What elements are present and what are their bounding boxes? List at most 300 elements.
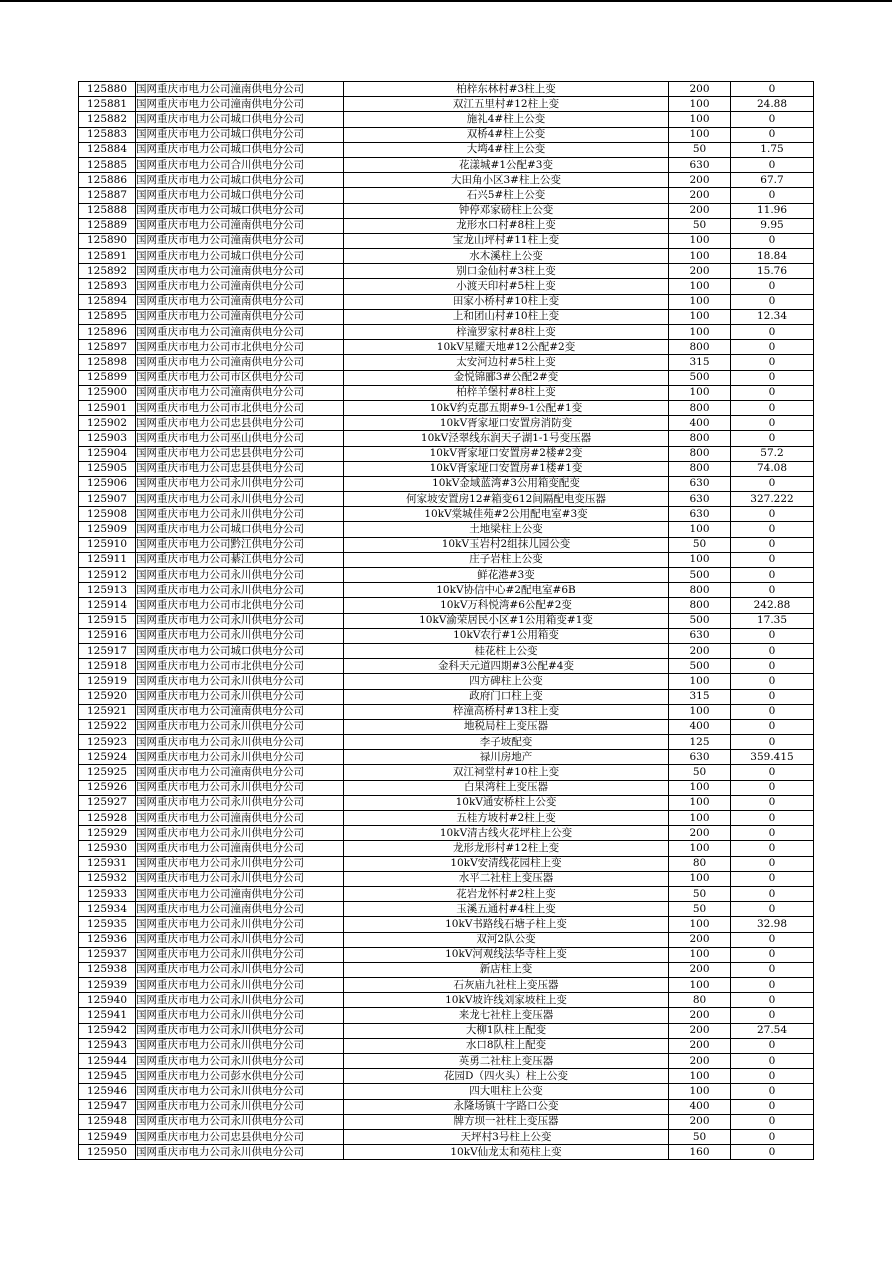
row-company-cell: 国网重庆市电力公司永川供电分公司 bbox=[136, 871, 344, 886]
table-row bbox=[79, 1054, 814, 1069]
row-capacity-cell: 100 bbox=[669, 112, 731, 127]
row-id-cell: 125936 bbox=[79, 932, 136, 947]
row-capacity-cell: 800 bbox=[669, 400, 731, 415]
row-value-cell: 0 bbox=[731, 841, 814, 856]
row-company-cell: 国网重庆市电力公司潼南供电分公司 bbox=[136, 841, 344, 856]
row-id-cell: 125900 bbox=[79, 385, 136, 400]
row-company-cell: 国网重庆市电力公司巫山供电分公司 bbox=[136, 431, 344, 446]
row-transformer-name-cell: 10kV河观线法华寺柱上变 bbox=[344, 947, 669, 962]
table-row bbox=[79, 598, 814, 613]
row-transformer-name-cell: 双江祠堂村#10柱上变 bbox=[344, 765, 669, 780]
table-row bbox=[79, 400, 814, 415]
row-value-cell: 0 bbox=[731, 507, 814, 522]
row-company-cell: 国网重庆市电力公司潼南供电分公司 bbox=[136, 886, 344, 901]
row-company-cell: 国网重庆市电力公司城口供电分公司 bbox=[136, 643, 344, 658]
row-id-cell: 125923 bbox=[79, 735, 136, 750]
table-body bbox=[79, 82, 814, 1160]
row-capacity-cell: 100 bbox=[669, 233, 731, 248]
row-transformer-name-cell: 水口8队柱上配变 bbox=[344, 1038, 669, 1053]
row-id-cell: 125903 bbox=[79, 431, 136, 446]
row-value-cell: 0 bbox=[731, 568, 814, 583]
table-row bbox=[79, 886, 814, 901]
row-transformer-name-cell: 牌方坝一社柱上变压器 bbox=[344, 1114, 669, 1129]
table-row bbox=[79, 127, 814, 142]
row-company-cell: 国网重庆市电力公司潼南供电分公司 bbox=[136, 233, 344, 248]
row-id-cell: 125899 bbox=[79, 370, 136, 385]
row-value-cell: 0 bbox=[731, 826, 814, 841]
table-row bbox=[79, 1008, 814, 1023]
table-row bbox=[79, 871, 814, 886]
table-row bbox=[79, 917, 814, 932]
table-row bbox=[79, 370, 814, 385]
row-capacity-cell: 50 bbox=[669, 1129, 731, 1144]
row-id-cell: 125919 bbox=[79, 674, 136, 689]
row-company-cell: 国网重庆市电力公司潼南供电分公司 bbox=[136, 294, 344, 309]
row-company-cell: 国网重庆市电力公司永川供电分公司 bbox=[136, 1023, 344, 1038]
row-company-cell: 国网重庆市电力公司市区供电分公司 bbox=[136, 370, 344, 385]
row-company-cell: 国网重庆市电力公司黔江供电分公司 bbox=[136, 537, 344, 552]
row-transformer-name-cell: 何家坡安置房12#箱变612间隔配电变压器 bbox=[344, 492, 669, 507]
table-row bbox=[79, 811, 814, 826]
row-id-cell: 125948 bbox=[79, 1114, 136, 1129]
row-capacity-cell: 100 bbox=[669, 279, 731, 294]
row-company-cell: 国网重庆市电力公司永川供电分公司 bbox=[136, 947, 344, 962]
row-value-cell: 0 bbox=[731, 765, 814, 780]
row-id-cell: 125897 bbox=[79, 340, 136, 355]
row-capacity-cell: 100 bbox=[669, 871, 731, 886]
row-company-cell: 国网重庆市电力公司潼南供电分公司 bbox=[136, 97, 344, 112]
row-capacity-cell: 800 bbox=[669, 431, 731, 446]
row-id-cell: 125896 bbox=[79, 325, 136, 340]
row-value-cell: 0 bbox=[731, 689, 814, 704]
row-transformer-name-cell: 10kV星耀天地#12公配#2变 bbox=[344, 340, 669, 355]
row-transformer-name-cell: 金悦锦郦3#公配2#变 bbox=[344, 370, 669, 385]
row-transformer-name-cell: 田家小桥村#10柱上变 bbox=[344, 294, 669, 309]
row-company-cell: 国网重庆市电力公司忠县供电分公司 bbox=[136, 1129, 344, 1144]
row-transformer-name-cell: 10kV安清线花园柱上变 bbox=[344, 856, 669, 871]
table-row bbox=[79, 97, 814, 112]
table-row bbox=[79, 173, 814, 188]
row-id-cell: 125944 bbox=[79, 1054, 136, 1069]
table-row bbox=[79, 188, 814, 203]
row-transformer-name-cell: 庄子岩柱上公变 bbox=[344, 552, 669, 567]
row-transformer-name-cell: 天坪村3号柱上公变 bbox=[344, 1129, 669, 1144]
row-capacity-cell: 100 bbox=[669, 309, 731, 324]
row-capacity-cell: 80 bbox=[669, 993, 731, 1008]
row-capacity-cell: 100 bbox=[669, 780, 731, 795]
row-company-cell: 国网重庆市电力公司城口供电分公司 bbox=[136, 142, 344, 157]
row-capacity-cell: 100 bbox=[669, 97, 731, 112]
row-company-cell: 国网重庆市电力公司潼南供电分公司 bbox=[136, 279, 344, 294]
row-value-cell: 0 bbox=[731, 735, 814, 750]
row-id-cell: 125920 bbox=[79, 689, 136, 704]
row-value-cell: 0 bbox=[731, 431, 814, 446]
row-value-cell: 15.76 bbox=[731, 264, 814, 279]
row-capacity-cell: 200 bbox=[669, 1054, 731, 1069]
row-capacity-cell: 200 bbox=[669, 173, 731, 188]
row-id-cell: 125929 bbox=[79, 826, 136, 841]
row-value-cell: 0 bbox=[731, 1145, 814, 1160]
row-value-cell: 0 bbox=[731, 583, 814, 598]
table-row bbox=[79, 704, 814, 719]
row-company-cell: 国网重庆市电力公司永川供电分公司 bbox=[136, 750, 344, 765]
row-id-cell: 125915 bbox=[79, 613, 136, 628]
table-row bbox=[79, 522, 814, 537]
row-transformer-name-cell: 石兴5#柱上公变 bbox=[344, 188, 669, 203]
row-value-cell: 0 bbox=[731, 628, 814, 643]
row-value-cell: 0 bbox=[731, 340, 814, 355]
row-transformer-name-cell: 来龙七社柱上变压器 bbox=[344, 1008, 669, 1023]
row-value-cell: 0 bbox=[731, 1129, 814, 1144]
table-row bbox=[79, 841, 814, 856]
row-value-cell: 1.75 bbox=[731, 142, 814, 157]
table-row bbox=[79, 82, 814, 97]
row-id-cell: 125937 bbox=[79, 947, 136, 962]
table-row bbox=[79, 947, 814, 962]
row-company-cell: 国网重庆市电力公司永川供电分公司 bbox=[136, 1008, 344, 1023]
row-value-cell: 0 bbox=[731, 1114, 814, 1129]
row-transformer-name-cell: 钟停邓家磅柱上公变 bbox=[344, 203, 669, 218]
row-transformer-name-cell: 10kV协信中心#2配电室#6B bbox=[344, 583, 669, 598]
row-id-cell: 125934 bbox=[79, 902, 136, 917]
row-capacity-cell: 100 bbox=[669, 795, 731, 810]
row-transformer-name-cell: 10kV万科悦湾#6公配#2变 bbox=[344, 598, 669, 613]
row-capacity-cell: 630 bbox=[669, 507, 731, 522]
row-company-cell: 国网重庆市电力公司合川供电分公司 bbox=[136, 157, 344, 172]
row-id-cell: 125901 bbox=[79, 400, 136, 415]
row-id-cell: 125926 bbox=[79, 780, 136, 795]
row-company-cell: 国网重庆市电力公司永川供电分公司 bbox=[136, 1099, 344, 1114]
row-transformer-name-cell: 花岩龙怀村#2柱上变 bbox=[344, 886, 669, 901]
row-id-cell: 125931 bbox=[79, 856, 136, 871]
row-capacity-cell: 200 bbox=[669, 962, 731, 977]
row-capacity-cell: 100 bbox=[669, 811, 731, 826]
row-id-cell: 125940 bbox=[79, 993, 136, 1008]
row-transformer-name-cell: 四大咀柱上公变 bbox=[344, 1084, 669, 1099]
row-value-cell: 0 bbox=[731, 1008, 814, 1023]
table-row bbox=[79, 826, 814, 841]
row-id-cell: 125913 bbox=[79, 583, 136, 598]
row-id-cell: 125941 bbox=[79, 1008, 136, 1023]
row-company-cell: 国网重庆市电力公司永川供电分公司 bbox=[136, 1145, 344, 1160]
row-transformer-name-cell: 桂花柱上公变 bbox=[344, 643, 669, 658]
row-company-cell: 国网重庆市电力公司城口供电分公司 bbox=[136, 112, 344, 127]
row-id-cell: 125949 bbox=[79, 1129, 136, 1144]
table-row bbox=[79, 112, 814, 127]
table-row bbox=[79, 507, 814, 522]
row-value-cell: 0 bbox=[731, 476, 814, 491]
row-company-cell: 国网重庆市电力公司綦江供电分公司 bbox=[136, 552, 344, 567]
row-capacity-cell: 100 bbox=[669, 552, 731, 567]
row-value-cell: 0 bbox=[731, 962, 814, 977]
row-id-cell: 125947 bbox=[79, 1099, 136, 1114]
row-company-cell: 国网重庆市电力公司市北供电分公司 bbox=[136, 340, 344, 355]
table-row bbox=[79, 628, 814, 643]
row-capacity-cell: 500 bbox=[669, 370, 731, 385]
table-row bbox=[79, 795, 814, 810]
row-value-cell: 0 bbox=[731, 1069, 814, 1084]
row-transformer-name-cell: 政府门口柱上变 bbox=[344, 689, 669, 704]
row-value-cell: 17.35 bbox=[731, 613, 814, 628]
row-transformer-name-cell: 龙形水口村#8柱上变 bbox=[344, 218, 669, 233]
row-capacity-cell: 800 bbox=[669, 461, 731, 476]
row-company-cell: 国网重庆市电力公司潼南供电分公司 bbox=[136, 325, 344, 340]
row-company-cell: 国网重庆市电力公司潼南供电分公司 bbox=[136, 309, 344, 324]
table-row bbox=[79, 765, 814, 780]
row-id-cell: 125928 bbox=[79, 811, 136, 826]
row-value-cell: 0 bbox=[731, 1084, 814, 1099]
row-capacity-cell: 400 bbox=[669, 416, 731, 431]
row-company-cell: 国网重庆市电力公司永川供电分公司 bbox=[136, 978, 344, 993]
row-transformer-name-cell: 10kV金域蓝湾#3公用箱变配变 bbox=[344, 476, 669, 491]
row-capacity-cell: 200 bbox=[669, 203, 731, 218]
row-value-cell: 0 bbox=[731, 947, 814, 962]
row-company-cell: 国网重庆市电力公司城口供电分公司 bbox=[136, 249, 344, 264]
row-id-cell: 125880 bbox=[79, 82, 136, 97]
table-row bbox=[79, 568, 814, 583]
table-row bbox=[79, 461, 814, 476]
row-value-cell: 0 bbox=[731, 795, 814, 810]
row-capacity-cell: 800 bbox=[669, 340, 731, 355]
row-value-cell: 0 bbox=[731, 385, 814, 400]
row-value-cell: 0 bbox=[731, 886, 814, 901]
row-transformer-name-cell: 花园D（四火头）柱上公变 bbox=[344, 1069, 669, 1084]
table-row bbox=[79, 932, 814, 947]
row-id-cell: 125885 bbox=[79, 157, 136, 172]
row-capacity-cell: 100 bbox=[669, 917, 731, 932]
row-transformer-name-cell: 梓潼罗家村#8柱上变 bbox=[344, 325, 669, 340]
row-value-cell: 0 bbox=[731, 127, 814, 142]
row-capacity-cell: 800 bbox=[669, 598, 731, 613]
row-id-cell: 125898 bbox=[79, 355, 136, 370]
table-row bbox=[79, 1069, 814, 1084]
row-transformer-name-cell: 双桥4#柱上公变 bbox=[344, 127, 669, 142]
table-row bbox=[79, 613, 814, 628]
row-id-cell: 125950 bbox=[79, 1145, 136, 1160]
table-row bbox=[79, 583, 814, 598]
row-transformer-name-cell: 10kV约克郡五期#9-1公配#1变 bbox=[344, 400, 669, 415]
row-company-cell: 国网重庆市电力公司永川供电分公司 bbox=[136, 507, 344, 522]
row-capacity-cell: 200 bbox=[669, 932, 731, 947]
row-value-cell: 0 bbox=[731, 157, 814, 172]
row-id-cell: 125918 bbox=[79, 659, 136, 674]
row-transformer-name-cell: 永隆场镇十字路口公变 bbox=[344, 1099, 669, 1114]
table-row bbox=[79, 203, 814, 218]
row-company-cell: 国网重庆市电力公司潼南供电分公司 bbox=[136, 264, 344, 279]
row-transformer-name-cell: 玉溪五通村#4柱上变 bbox=[344, 902, 669, 917]
row-value-cell: 0 bbox=[731, 1099, 814, 1114]
row-value-cell: 0 bbox=[731, 400, 814, 415]
row-company-cell: 国网重庆市电力公司永川供电分公司 bbox=[136, 795, 344, 810]
table-row bbox=[79, 674, 814, 689]
row-capacity-cell: 200 bbox=[669, 1023, 731, 1038]
row-capacity-cell: 100 bbox=[669, 127, 731, 142]
row-id-cell: 125932 bbox=[79, 871, 136, 886]
row-company-cell: 国网重庆市电力公司城口供电分公司 bbox=[136, 203, 344, 218]
row-id-cell: 125884 bbox=[79, 142, 136, 157]
row-transformer-name-cell: 双河2队公变 bbox=[344, 932, 669, 947]
row-company-cell: 国网重庆市电力公司永川供电分公司 bbox=[136, 932, 344, 947]
row-company-cell: 国网重庆市电力公司永川供电分公司 bbox=[136, 568, 344, 583]
row-value-cell: 0 bbox=[731, 704, 814, 719]
table-row bbox=[79, 476, 814, 491]
row-transformer-name-cell: 水平二社柱上变压器 bbox=[344, 871, 669, 886]
row-id-cell: 125908 bbox=[79, 507, 136, 522]
table-row bbox=[79, 856, 814, 871]
table-row bbox=[79, 659, 814, 674]
row-transformer-name-cell: 四方碑柱上公变 bbox=[344, 674, 669, 689]
row-value-cell: 0 bbox=[731, 780, 814, 795]
row-capacity-cell: 400 bbox=[669, 719, 731, 734]
row-capacity-cell: 200 bbox=[669, 643, 731, 658]
row-transformer-name-cell: 英勇二社柱上变压器 bbox=[344, 1054, 669, 1069]
row-company-cell: 国网重庆市电力公司潼南供电分公司 bbox=[136, 218, 344, 233]
row-id-cell: 125946 bbox=[79, 1084, 136, 1099]
row-transformer-name-cell: 小渡天印村#5柱上变 bbox=[344, 279, 669, 294]
row-transformer-name-cell: 双江五里村#12柱上变 bbox=[344, 97, 669, 112]
row-value-cell: 0 bbox=[731, 233, 814, 248]
row-value-cell: 0 bbox=[731, 279, 814, 294]
row-transformer-name-cell: 10kV玉岩村2组抹儿园公变 bbox=[344, 537, 669, 552]
row-company-cell: 国网重庆市电力公司市北供电分公司 bbox=[136, 598, 344, 613]
table-row bbox=[79, 1023, 814, 1038]
row-company-cell: 国网重庆市电力公司城口供电分公司 bbox=[136, 188, 344, 203]
table-row bbox=[79, 492, 814, 507]
row-transformer-name-cell: 李子坡配变 bbox=[344, 735, 669, 750]
row-id-cell: 125943 bbox=[79, 1038, 136, 1053]
row-value-cell: 242.88 bbox=[731, 598, 814, 613]
row-value-cell: 0 bbox=[731, 537, 814, 552]
table-row bbox=[79, 294, 814, 309]
table-row bbox=[79, 689, 814, 704]
row-transformer-name-cell: 花漾城#1公配#3变 bbox=[344, 157, 669, 172]
row-company-cell: 国网重庆市电力公司忠县供电分公司 bbox=[136, 446, 344, 461]
row-transformer-name-cell: 10kV渝荣居民小区#1公用箱变#1变 bbox=[344, 613, 669, 628]
row-transformer-name-cell: 10kV泾翠线东润天子湖1-1号变压器 bbox=[344, 431, 669, 446]
row-transformer-name-cell: 柏梓东林村#3柱上变 bbox=[344, 82, 669, 97]
row-capacity-cell: 500 bbox=[669, 568, 731, 583]
table-row bbox=[79, 1114, 814, 1129]
row-value-cell: 0 bbox=[731, 674, 814, 689]
row-company-cell: 国网重庆市电力公司永川供电分公司 bbox=[136, 1038, 344, 1053]
row-capacity-cell: 800 bbox=[669, 583, 731, 598]
row-value-cell: 24.88 bbox=[731, 97, 814, 112]
row-value-cell: 0 bbox=[731, 719, 814, 734]
row-value-cell: 0 bbox=[731, 932, 814, 947]
table-row bbox=[79, 325, 814, 340]
row-transformer-name-cell: 上和团山村#10柱上变 bbox=[344, 309, 669, 324]
row-capacity-cell: 50 bbox=[669, 537, 731, 552]
table-row bbox=[79, 218, 814, 233]
row-capacity-cell: 630 bbox=[669, 750, 731, 765]
table-row bbox=[79, 157, 814, 172]
row-id-cell: 125909 bbox=[79, 522, 136, 537]
row-value-cell: 0 bbox=[731, 811, 814, 826]
row-company-cell: 国网重庆市电力公司永川供电分公司 bbox=[136, 1114, 344, 1129]
row-id-cell: 125933 bbox=[79, 886, 136, 901]
row-id-cell: 125886 bbox=[79, 173, 136, 188]
row-transformer-name-cell: 水木溪柱上公变 bbox=[344, 249, 669, 264]
row-capacity-cell: 50 bbox=[669, 886, 731, 901]
row-company-cell: 国网重庆市电力公司永川供电分公司 bbox=[136, 917, 344, 932]
row-id-cell: 125924 bbox=[79, 750, 136, 765]
row-value-cell: 0 bbox=[731, 82, 814, 97]
row-value-cell: 359.415 bbox=[731, 750, 814, 765]
row-company-cell: 国网重庆市电力公司永川供电分公司 bbox=[136, 689, 344, 704]
row-company-cell: 国网重庆市电力公司潼南供电分公司 bbox=[136, 82, 344, 97]
row-value-cell: 9.95 bbox=[731, 218, 814, 233]
row-company-cell: 国网重庆市电力公司永川供电分公司 bbox=[136, 962, 344, 977]
row-id-cell: 125882 bbox=[79, 112, 136, 127]
row-value-cell: 327.222 bbox=[731, 492, 814, 507]
row-transformer-name-cell: 别口金仙村#3柱上变 bbox=[344, 264, 669, 279]
table-row bbox=[79, 1084, 814, 1099]
row-id-cell: 125895 bbox=[79, 309, 136, 324]
row-company-cell: 国网重庆市电力公司永川供电分公司 bbox=[136, 1054, 344, 1069]
row-company-cell: 国网重庆市电力公司市北供电分公司 bbox=[136, 659, 344, 674]
row-company-cell: 国网重庆市电力公司潼南供电分公司 bbox=[136, 355, 344, 370]
row-company-cell: 国网重庆市电力公司忠县供电分公司 bbox=[136, 461, 344, 476]
row-id-cell: 125935 bbox=[79, 917, 136, 932]
row-transformer-name-cell: 10kV清古线火花坪柱上公变 bbox=[344, 826, 669, 841]
row-value-cell: 0 bbox=[731, 370, 814, 385]
row-value-cell: 0 bbox=[731, 993, 814, 1008]
row-capacity-cell: 200 bbox=[669, 1114, 731, 1129]
table-row bbox=[79, 978, 814, 993]
row-id-cell: 125887 bbox=[79, 188, 136, 203]
table-row bbox=[79, 1038, 814, 1053]
row-value-cell: 18.84 bbox=[731, 249, 814, 264]
row-capacity-cell: 100 bbox=[669, 978, 731, 993]
row-value-cell: 0 bbox=[731, 978, 814, 993]
row-capacity-cell: 100 bbox=[669, 385, 731, 400]
table-row bbox=[79, 142, 814, 157]
row-id-cell: 125894 bbox=[79, 294, 136, 309]
row-value-cell: 0 bbox=[731, 856, 814, 871]
row-capacity-cell: 315 bbox=[669, 689, 731, 704]
row-company-cell: 国网重庆市电力公司永川供电分公司 bbox=[136, 492, 344, 507]
table-row bbox=[79, 1099, 814, 1114]
table-row bbox=[79, 750, 814, 765]
row-capacity-cell: 100 bbox=[669, 947, 731, 962]
row-transformer-name-cell: 10kV胥家垭口安置房#2楼#2变 bbox=[344, 446, 669, 461]
row-value-cell: 0 bbox=[731, 522, 814, 537]
table-row bbox=[79, 643, 814, 658]
table-row bbox=[79, 780, 814, 795]
row-capacity-cell: 100 bbox=[669, 325, 731, 340]
table-row bbox=[79, 309, 814, 324]
row-value-cell: 57.2 bbox=[731, 446, 814, 461]
row-value-cell: 0 bbox=[731, 1038, 814, 1053]
row-capacity-cell: 50 bbox=[669, 218, 731, 233]
row-capacity-cell: 100 bbox=[669, 674, 731, 689]
row-transformer-name-cell: 10kV胥家垭口安置房#1楼#1变 bbox=[344, 461, 669, 476]
row-company-cell: 国网重庆市电力公司潼南供电分公司 bbox=[136, 811, 344, 826]
table-row bbox=[79, 1129, 814, 1144]
row-transformer-name-cell: 金科天元道四期#3公配#4变 bbox=[344, 659, 669, 674]
row-transformer-name-cell: 施礼4#柱上公变 bbox=[344, 112, 669, 127]
row-transformer-name-cell: 新店柱上变 bbox=[344, 962, 669, 977]
row-value-cell: 32.98 bbox=[731, 917, 814, 932]
row-transformer-name-cell: 宝龙山坪村#11柱上变 bbox=[344, 233, 669, 248]
table-row bbox=[79, 279, 814, 294]
table-row bbox=[79, 446, 814, 461]
row-company-cell: 国网重庆市电力公司潼南供电分公司 bbox=[136, 902, 344, 917]
row-capacity-cell: 100 bbox=[669, 522, 731, 537]
table-row bbox=[79, 962, 814, 977]
row-company-cell: 国网重庆市电力公司城口供电分公司 bbox=[136, 127, 344, 142]
row-id-cell: 125905 bbox=[79, 461, 136, 476]
